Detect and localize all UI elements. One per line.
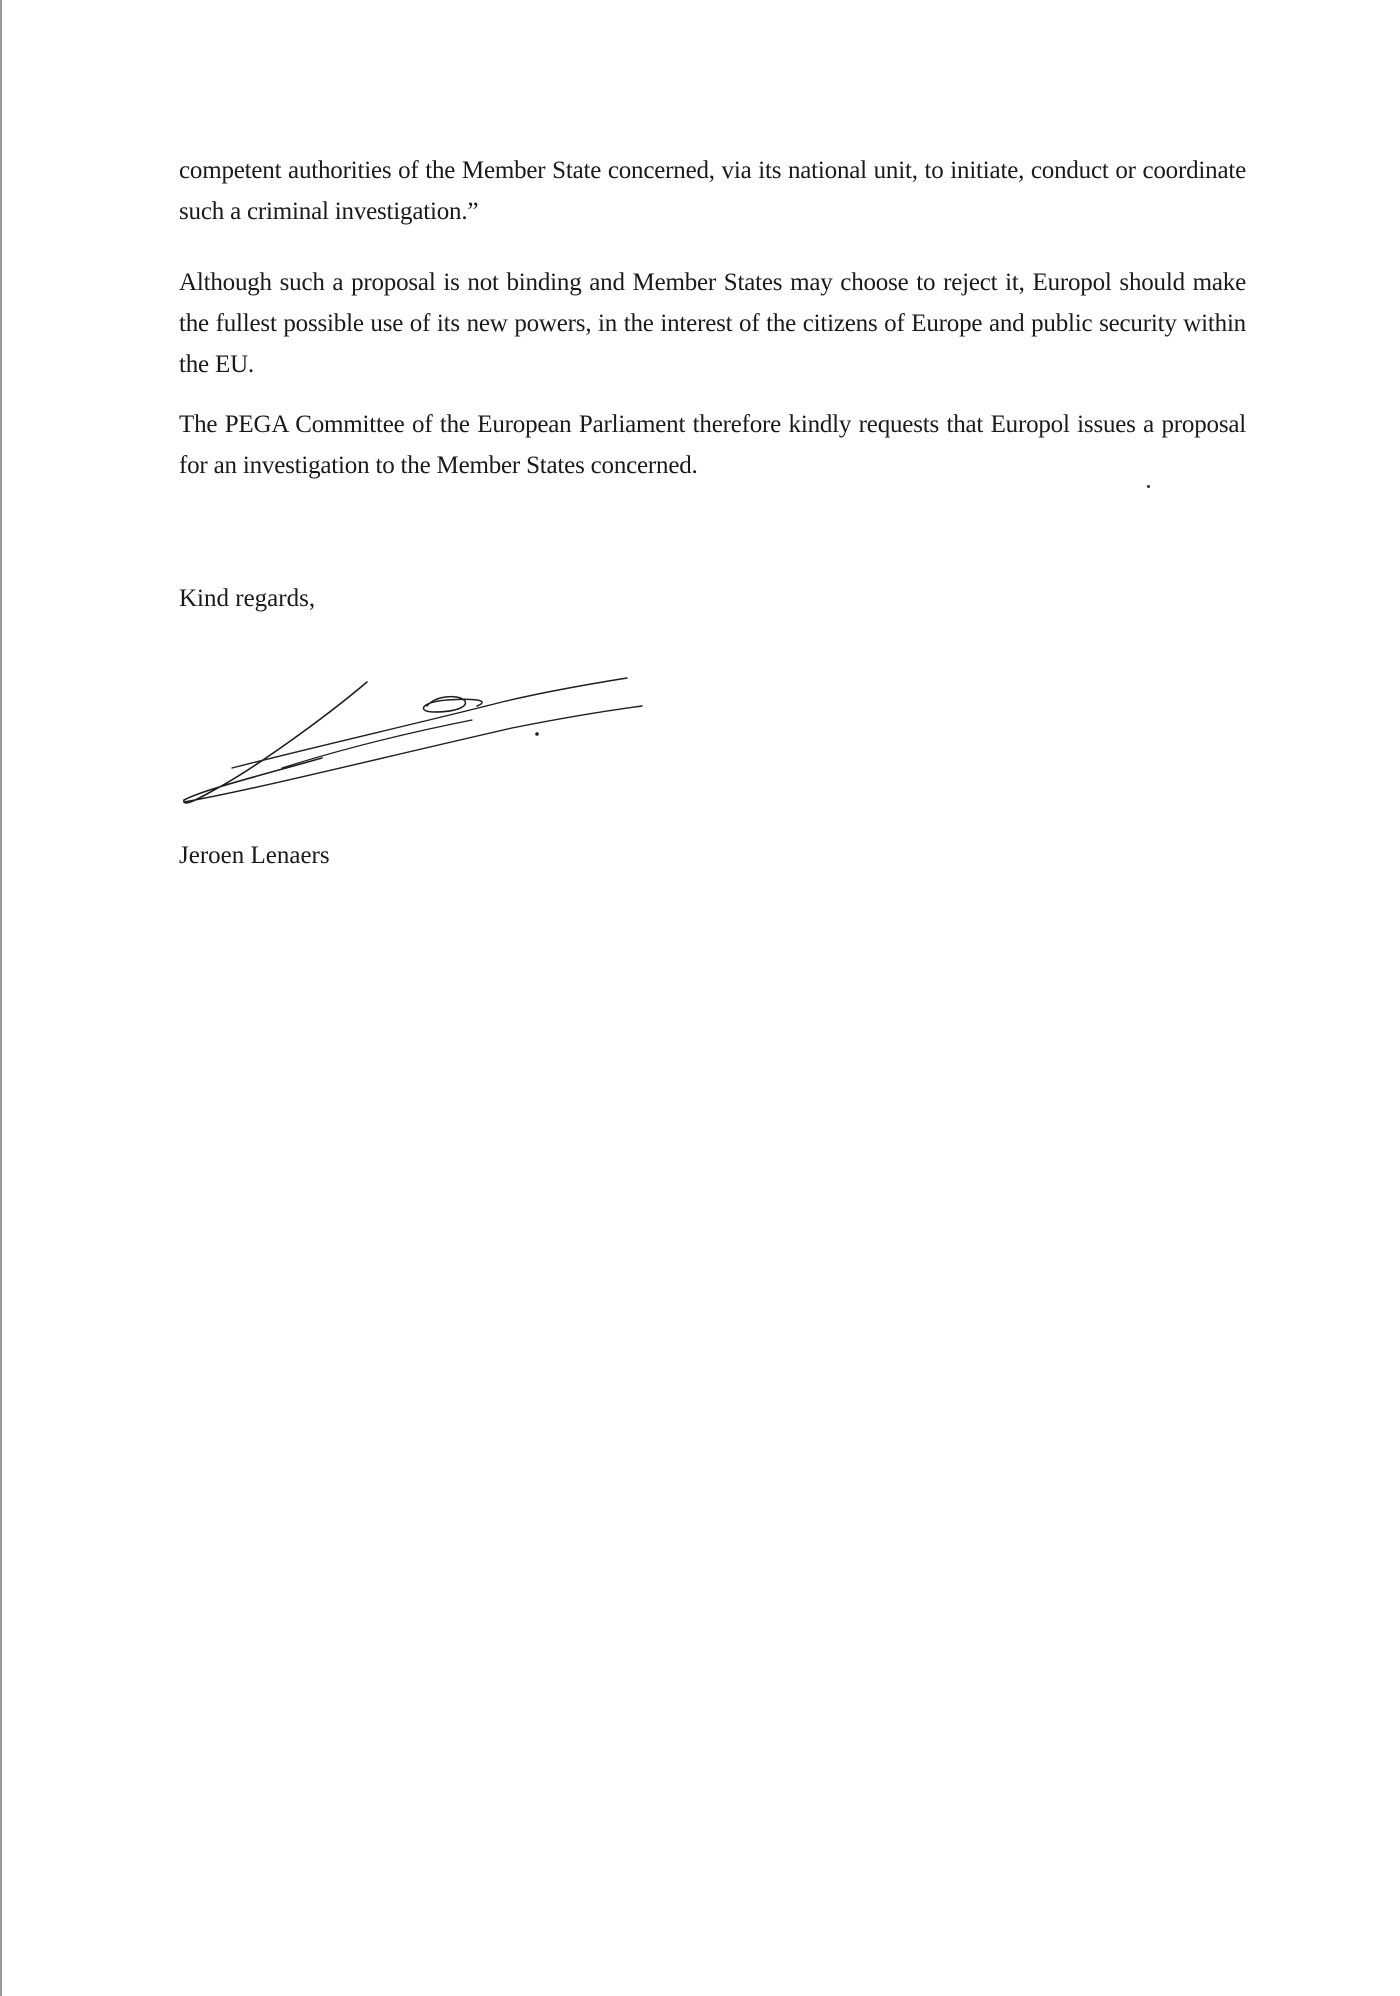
handwritten-signature-icon [172, 640, 652, 815]
signer-name: Jeroen Lenaers [179, 842, 330, 869]
paragraph-investigation-quote-end: competent authorities of the Member State concerned, via its national unit, to initiate, conduct or coordinate such a criminal investigation.” [179, 157, 1246, 225]
paragraph-proposal-not-binding: Although such a proposal is not binding and Member States may choose to reject it, Europol should make the fullest possible use of its new powers, in the interest of the citizens of Europe and public security within the EU. [179, 269, 1246, 378]
scan-speck [1147, 485, 1150, 488]
paragraph-pega-request: The PEGA Committee of the European Parliament therefore kindly requests that Europol issues a proposal for an investigation to the Member States concerned. [179, 411, 1246, 479]
closing-salutation: Kind regards, [179, 585, 316, 612]
